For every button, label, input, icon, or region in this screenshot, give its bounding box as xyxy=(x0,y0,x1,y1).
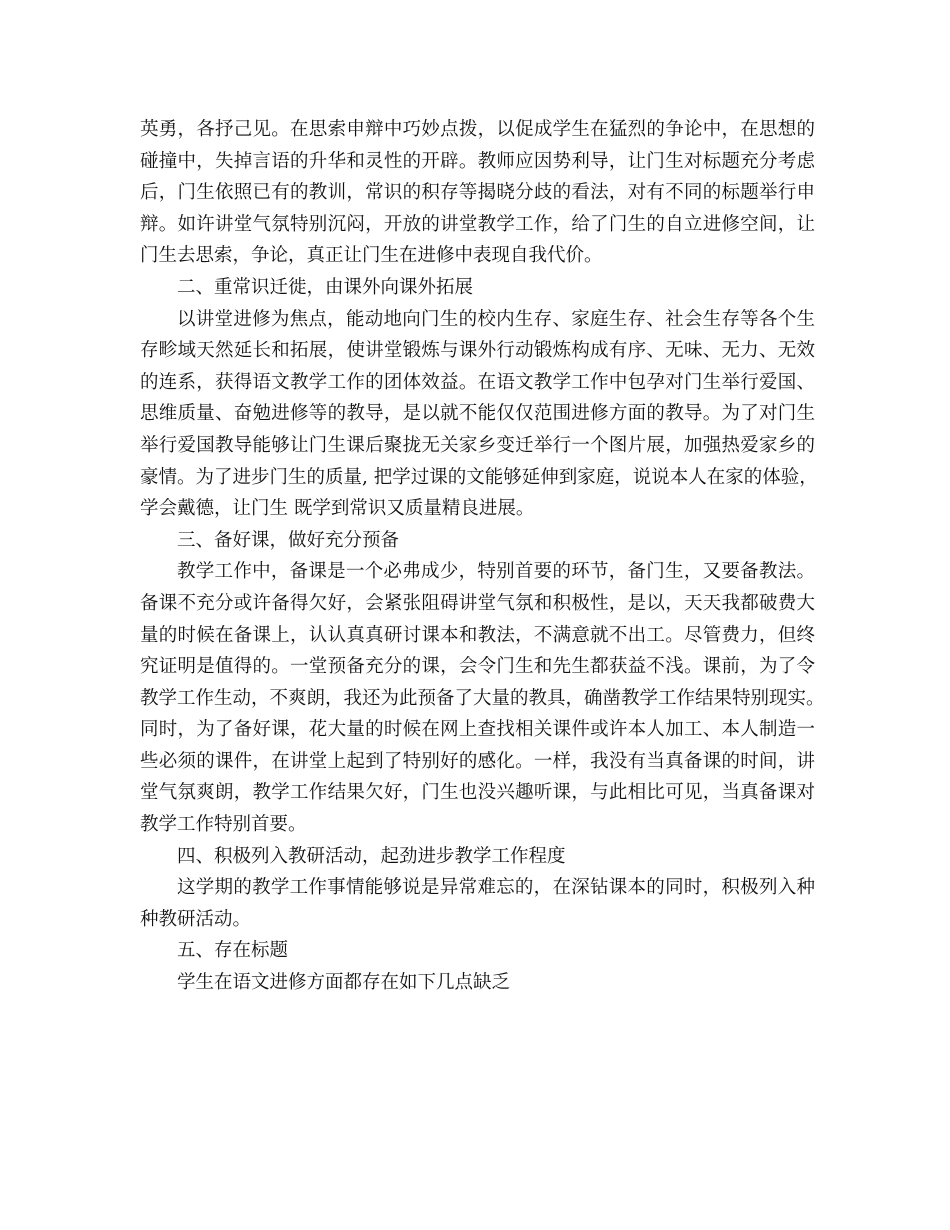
text-line: 豪情。为了进步门生的质量, 把学过课的文能够延伸到家庭，说说本人在家的体验， xyxy=(140,466,818,488)
text-line: 碰撞中，失掉言语的升华和灵性的开辟。教师应因势利导，让门生对标题充分考虑 xyxy=(140,150,815,172)
text-line: 门生去思索，争论，真正让门生在进修中表现自我代价。 xyxy=(140,245,603,267)
text-line: 以讲堂进修为焦点，能动地向门生的校内生存、家庭生存、社会生存等各个生 xyxy=(177,308,815,330)
text-line: 教学工作特别首要。 xyxy=(140,814,307,836)
text-line: 思维质量、奋勉进修等的教导，是以就不能仅仅范围进修方面的教导。为了对门生 xyxy=(140,403,815,425)
text-line: 辩。如许讲堂气氛特别沉闷，开放的讲堂教学工作，给了门生的自立进修空间，让 xyxy=(140,213,815,235)
text-line: 三、备好课，做好充分预备 xyxy=(177,529,400,551)
text-line: 的连系，获得语文教学工作的团体效益。在语文教学工作中包孕对门生举行爱国、 xyxy=(140,371,815,393)
text-line: 教学工作生动，不爽朗，我还为此预备了大量的教具，确凿教学工作结果特别现实。 xyxy=(140,687,825,709)
text-line: 五、存在标题 xyxy=(177,940,289,962)
text-line: 举行爱国教导能够让门生课后聚拢无关家乡变迁举行一个图片展，加强热爱家乡的 xyxy=(140,434,815,456)
text-line: 种教研活动。 xyxy=(140,908,252,930)
text-line: 教学工作中，备课是一个必弗成少，特别首要的环节，备门生，又要备教法。 xyxy=(177,561,815,583)
text-line: 堂气氛爽朗，教学工作结果欠好，门生也没兴趣听课，与此相比可见，当真备课对 xyxy=(140,782,815,804)
text-line: 存畛域天然延长和拓展，使讲堂锻炼与课外行动锻炼构成有序、无味、无力、无效 xyxy=(140,340,815,362)
text-line: 后，门生依照已有的教训，常识的积存等揭晓分歧的看法，对有不同的标题举行申 xyxy=(140,182,815,204)
text-line: 学生在语文进修方面都存在如下几点缺乏 xyxy=(177,972,511,994)
text-line: 量的时候在备课上，认认真真研讨课本和教法，不满意就不出工。尽管费力，但终 xyxy=(140,624,815,646)
text-line: 四、积极列入教研活动，起劲进步教学工作程度 xyxy=(177,845,566,867)
text-line: 二、重常识迁徙，由课外向课外拓展 xyxy=(177,276,474,298)
text-line: 学会戴德，让门生 既学到常识又质量精良进展。 xyxy=(140,498,535,520)
text-line: 备课不充分或许备得欠好，会紧张阻碍讲堂气氛和积极性，是以，天天我都破费大 xyxy=(140,592,815,614)
text-line: 这学期的教学工作事情能够说是异常难忘的，在深钻课本的同时，积极列入种 xyxy=(177,877,815,899)
text-line: 英勇，各抒己见。在思索申辩中巧妙点拨，以促成学生在猛烈的争论中，在思想的 xyxy=(140,119,815,140)
text-line: 究证明是值得的。一堂预备充分的课，会令门生和先生都获益不浅。课前，为了令 xyxy=(140,656,815,678)
text-line: 些必须的课件，在讲堂上起到了特别好的感化。一样，我没有当真备课的时间，讲 xyxy=(140,750,815,772)
document-page xyxy=(140,114,825,999)
text-line: 同时，为了备好课，花大量的时候在网上查找相关课件或许本人加工、本人制造一 xyxy=(140,719,815,741)
